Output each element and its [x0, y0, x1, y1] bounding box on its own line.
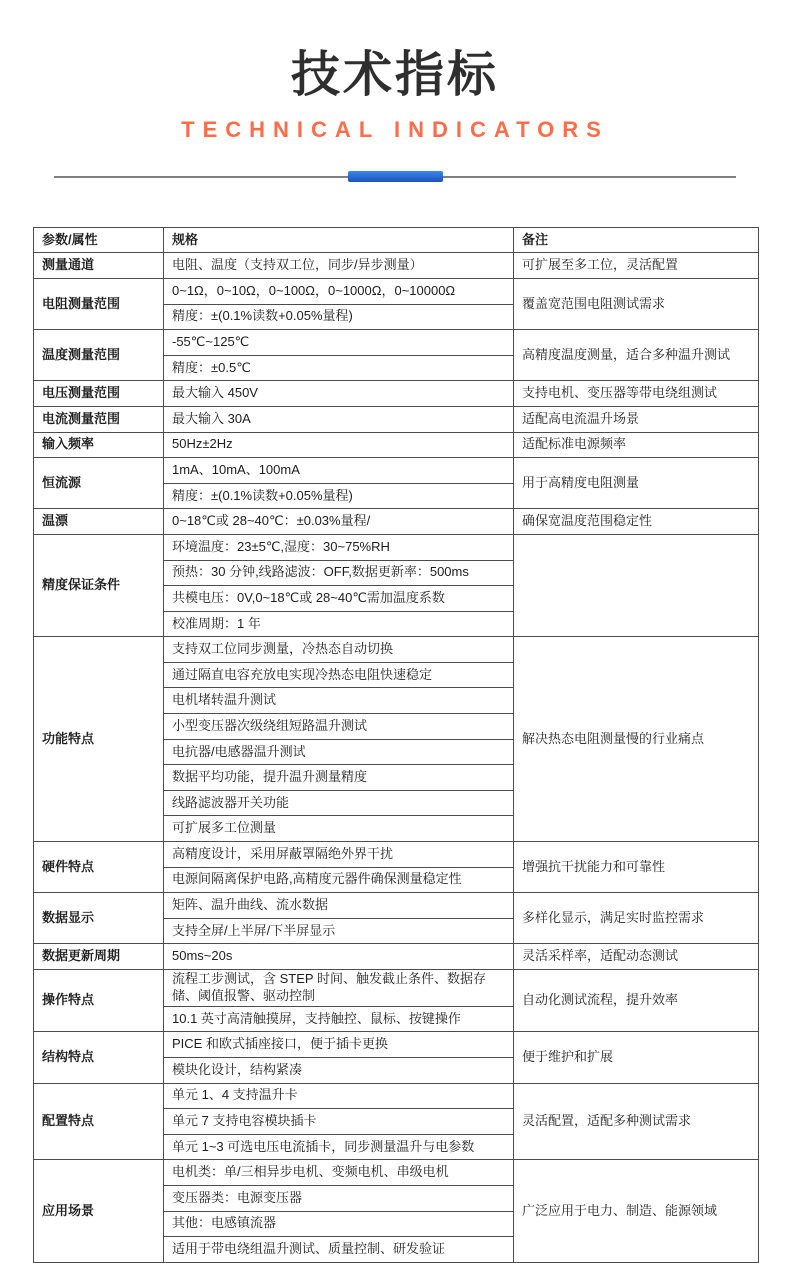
spec-cell: 支持双工位同步测量，冷热态自动切换: [164, 637, 514, 663]
spec-cell: 单元 1、4 支持温升卡: [164, 1083, 514, 1109]
param-cell: 精度保证条件: [34, 534, 164, 636]
spec-cell: 矩阵、温升曲线、流水数据: [164, 893, 514, 919]
spec-cell: 预热：30 分钟,线路滤波：OFF,数据更新率：500ms: [164, 560, 514, 586]
param-cell: 温度测量范围: [34, 330, 164, 381]
param-cell: 测量通道: [34, 253, 164, 279]
spec-cell: 0~1Ω，0~10Ω，0~100Ω，0~1000Ω，0~10000Ω: [164, 278, 514, 304]
divider-line-right: [443, 176, 737, 178]
spec-cell: 支持全屏/上半屏/下半屏显示: [164, 918, 514, 944]
spec-cell: 单元 7 支持电容模块插卡: [164, 1109, 514, 1135]
table-row: [34, 406, 759, 432]
spec-cell: 精度：±(0.1%读数+0.05%量程): [164, 483, 514, 509]
note-cell: 高精度温度测量，适合多种温升测试: [514, 330, 759, 381]
spec-cell: 精度：±(0.1%读数+0.05%量程): [164, 304, 514, 330]
spec-cell: 单元 1~3 可选电压电流插卡，同步测量温升与电参数: [164, 1134, 514, 1160]
param-cell: 操作特点: [34, 970, 164, 1032]
table-row: [34, 458, 759, 484]
param-cell: 功能特点: [34, 637, 164, 842]
spec-cell: PICE 和欧式插座接口，便于插卡更换: [164, 1032, 514, 1058]
table-row: [34, 432, 759, 458]
note-cell: 适配高电流温升场景: [514, 406, 759, 432]
spec-cell: 高精度设计，采用屏蔽罩隔绝外界干扰: [164, 842, 514, 868]
spec-cell: 可扩展多工位测量: [164, 816, 514, 842]
note-cell: 用于高精度电阻测量: [514, 458, 759, 509]
title-divider: [54, 171, 736, 183]
note-cell: 便于维护和扩展: [514, 1032, 759, 1083]
note-cell: 适配标准电源频率: [514, 432, 759, 458]
table-row: [34, 637, 759, 663]
note-cell: 覆盖宽范围电阻测试需求: [514, 278, 759, 329]
param-cell: 输入频率: [34, 432, 164, 458]
table-row: [34, 330, 759, 356]
note-cell: 支持电机、变压器等带电绕组测试: [514, 381, 759, 407]
spec-cell: 最大输入 450V: [164, 381, 514, 407]
note-cell: 广泛应用于电力、制造、能源领域: [514, 1160, 759, 1262]
col-header-note: 备注: [514, 227, 759, 253]
page-title: 技术指标: [290, 48, 499, 102]
note-cell: 自动化测试流程，提升效率: [514, 970, 759, 1032]
spec-cell: 1mA、10mA、100mA: [164, 458, 514, 484]
table-row: [34, 278, 759, 304]
table-row: [34, 509, 759, 535]
spec-cell: 0~18℃或 28~40℃：±0.03%量程/: [164, 509, 514, 535]
note-cell: 增强抗干扰能力和可靠性: [514, 842, 759, 893]
divider-accent-bar: [348, 171, 443, 182]
table-row: [34, 1032, 759, 1058]
note-cell: 灵活采样率，适配动态测试: [514, 944, 759, 970]
col-header-spec: 规格: [164, 227, 514, 253]
note-cell: 灵活配置，适配多种测试需求: [514, 1083, 759, 1160]
param-cell: 结构特点: [34, 1032, 164, 1083]
note-cell: 多样化显示，满足实时监控需求: [514, 893, 759, 944]
note-cell: [514, 534, 759, 636]
spec-cell: 共模电压：0V,0~18℃或 28~40℃需加温度系数: [164, 586, 514, 612]
table-row: [34, 893, 759, 919]
spec-cell: 环境温度：23±5℃,湿度：30~75%RH: [164, 534, 514, 560]
spec-cell: 电机类：单/三相异步电机、变频电机、串级电机: [164, 1160, 514, 1186]
spec-cell: 精度：±0.5℃: [164, 355, 514, 381]
spec-cell: 最大输入 30A: [164, 406, 514, 432]
param-cell: 电流测量范围: [34, 406, 164, 432]
spec-cell: 小型变压器次级绕组短路温升测试: [164, 714, 514, 740]
spec-cell: 其他：电感镇流器: [164, 1211, 514, 1237]
spec-cell: 电源间隔离保护电路,高精度元器件确保测量稳定性: [164, 867, 514, 893]
table-row: [34, 534, 759, 560]
param-cell: 电阻测量范围: [34, 278, 164, 329]
spec-cell: 模块化设计，结构紧凑: [164, 1057, 514, 1083]
spec-cell: 电抗器/电感器温升测试: [164, 739, 514, 765]
spec-cell: 线路滤波器开关功能: [164, 790, 514, 816]
spec-table: [33, 227, 759, 1263]
param-cell: 数据更新周期: [34, 944, 164, 970]
note-cell: 可扩展至多工位，灵活配置: [514, 253, 759, 279]
col-header-param: 参数/属性: [34, 227, 164, 253]
param-cell: 硬件特点: [34, 842, 164, 893]
spec-cell: 数据平均功能，提升温升测量精度: [164, 765, 514, 791]
table-row: [34, 970, 759, 1007]
spec-cell: 10.1 英寸高清触摸屏，支持触控、鼠标、按键操作: [164, 1006, 514, 1032]
page-header: [0, 0, 790, 183]
spec-cell: 变压器类：电源变压器: [164, 1185, 514, 1211]
note-cell: 解决热态电阻测量慢的行业痛点: [514, 637, 759, 842]
param-cell: 恒流源: [34, 458, 164, 509]
spec-cell: 电阻、温度（支持双工位，同步/异步测量）: [164, 253, 514, 279]
table-row: [34, 1083, 759, 1109]
spec-cell: -55℃~125℃: [164, 330, 514, 356]
param-cell: 温漂: [34, 509, 164, 535]
page-subtitle: TECHNICAL INDICATORS: [181, 116, 609, 142]
divider-line-left: [54, 176, 348, 178]
table-row: [34, 944, 759, 970]
spec-cell: 通过隔直电容充放电实现冷热态电阻快速稳定: [164, 662, 514, 688]
param-cell: 应用场景: [34, 1160, 164, 1262]
note-cell: 确保宽温度范围稳定性: [514, 509, 759, 535]
table-header-row: [34, 227, 759, 253]
param-cell: 电压测量范围: [34, 381, 164, 407]
table-row: [34, 253, 759, 279]
spec-cell: 校准周期：1 年: [164, 611, 514, 637]
table-row: [34, 842, 759, 868]
spec-cell: 50ms~20s: [164, 944, 514, 970]
spec-cell: 流程工步测试，含 STEP 时间、触发截止条件、数据存储、阈值报警、驱动控制: [164, 970, 514, 1007]
spec-cell: 电机堵转温升测试: [164, 688, 514, 714]
spec-cell: 适用于带电绕组温升测试、质量控制、研发验证: [164, 1237, 514, 1263]
param-cell: 数据显示: [34, 893, 164, 944]
param-cell: 配置特点: [34, 1083, 164, 1160]
table-row: [34, 381, 759, 407]
spec-cell: 50Hz±2Hz: [164, 432, 514, 458]
